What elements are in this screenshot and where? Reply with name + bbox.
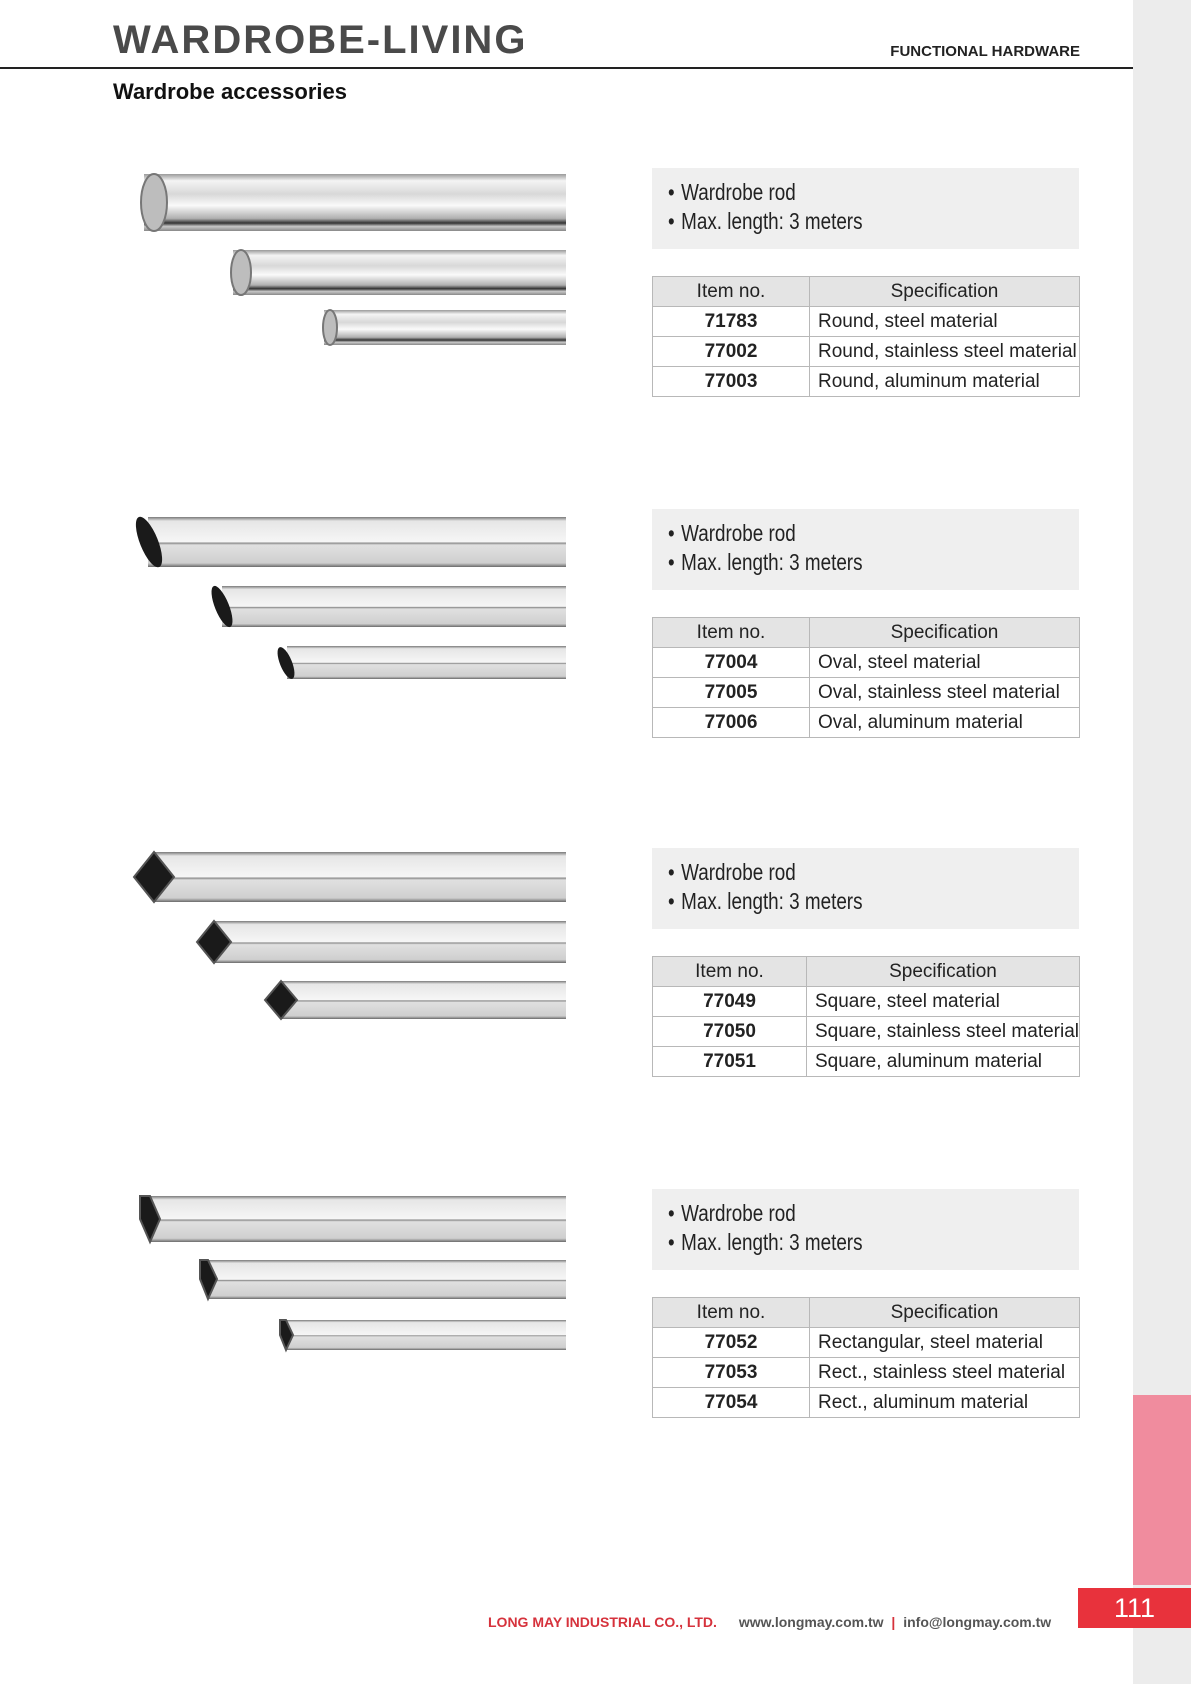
spec-table	[652, 1297, 1080, 1418]
page-number: 111	[1078, 1588, 1191, 1628]
specification: Oval, stainless steel material	[810, 678, 1080, 708]
item-number: 77053	[653, 1358, 810, 1388]
product-rectangular-rod	[0, 1189, 1133, 1469]
product-info-box	[652, 509, 1079, 590]
specification: Round, steel material	[810, 307, 1080, 337]
bullet-item: • Wardrobe rod	[668, 858, 1005, 887]
item-number: 77049	[653, 987, 807, 1017]
table-header-row	[653, 277, 1080, 307]
item-number: 71783	[653, 307, 810, 337]
item-number: 77003	[653, 367, 810, 397]
specification: Oval, steel material	[810, 648, 1080, 678]
table-row	[653, 678, 1080, 708]
item-number: 77050	[653, 1017, 807, 1047]
item-number: 77004	[653, 648, 810, 678]
specification: Rectangular, steel material	[810, 1328, 1080, 1358]
item-number: 77006	[653, 708, 810, 738]
column-header-item: Item no.	[653, 1298, 810, 1328]
product-info-box	[652, 168, 1079, 249]
specification: Round, aluminum material	[810, 367, 1080, 397]
table-row	[653, 987, 1080, 1017]
table-row	[653, 1388, 1080, 1418]
table-row	[653, 1017, 1080, 1047]
spec-table	[652, 617, 1080, 738]
table-row	[653, 1328, 1080, 1358]
spec-table	[652, 956, 1080, 1077]
bullet-item: • Max. length: 3 meters	[668, 887, 1005, 916]
column-header-item: Item no.	[653, 618, 810, 648]
table-row	[653, 307, 1080, 337]
specification: Square, aluminum material	[806, 1047, 1079, 1077]
product-round-rod	[0, 168, 1133, 448]
column-header-spec: Specification	[810, 1298, 1080, 1328]
item-number: 77005	[653, 678, 810, 708]
item-number: 77052	[653, 1328, 810, 1358]
specification: Oval, aluminum material	[810, 708, 1080, 738]
table-row	[653, 337, 1080, 367]
specification: Rect., stainless steel material	[810, 1358, 1080, 1388]
table-row	[653, 1047, 1080, 1077]
bullet-item: • Wardrobe rod	[668, 1199, 1005, 1228]
specification: Round, stainless steel material	[810, 337, 1080, 367]
header-divider	[0, 67, 1133, 69]
bullet-item: • Max. length: 3 meters	[668, 548, 1005, 577]
specification: Rect., aluminum material	[810, 1388, 1080, 1418]
oval-rod-image	[134, 509, 566, 699]
table-row	[653, 708, 1080, 738]
item-number: 77054	[653, 1388, 810, 1418]
specification: Square, steel material	[806, 987, 1079, 1017]
bullet-item: • Wardrobe rod	[668, 519, 1005, 548]
company-name: LONG MAY INDUSTRIAL CO., LTD.	[488, 1614, 717, 1630]
column-header-spec: Specification	[806, 957, 1079, 987]
column-header-spec: Specification	[810, 618, 1080, 648]
section-tab-marker	[1133, 1395, 1191, 1585]
page-footer	[488, 1614, 1051, 1630]
column-header-item: Item no.	[653, 277, 810, 307]
item-number: 77051	[653, 1047, 807, 1077]
footer-separator: |	[891, 1614, 896, 1630]
rectangular-rod-image	[134, 1189, 566, 1379]
table-header-row	[653, 957, 1080, 987]
table-row	[653, 1358, 1080, 1388]
table-row	[653, 367, 1080, 397]
column-header-spec: Specification	[810, 277, 1080, 307]
bullet-item: • Max. length: 3 meters	[668, 1228, 1005, 1257]
table-header-row	[653, 1298, 1080, 1328]
column-header-item: Item no.	[653, 957, 807, 987]
email-link[interactable]: info@longmay.com.tw	[903, 1614, 1052, 1630]
specification: Square, stainless steel material	[806, 1017, 1079, 1047]
square-rod-image	[134, 848, 566, 1038]
bullet-item: • Wardrobe rod	[668, 178, 1005, 207]
item-number: 77002	[653, 337, 810, 367]
round-rod-image	[134, 168, 566, 358]
website-link[interactable]: www.longmay.com.tw	[738, 1614, 884, 1630]
bullet-item: • Max. length: 3 meters	[668, 207, 1005, 236]
spec-table	[652, 276, 1080, 397]
category-label: FUNCTIONAL HARDWARE	[890, 43, 1080, 60]
product-oval-rod	[0, 509, 1133, 789]
section-subtitle: Wardrobe accessories	[113, 79, 347, 104]
product-info-box	[652, 1189, 1079, 1270]
table-header-row	[653, 618, 1080, 648]
product-info-box	[652, 848, 1079, 929]
page-title: WARDROBE-LIVING	[113, 18, 528, 62]
table-row	[653, 648, 1080, 678]
product-square-rod	[0, 848, 1133, 1128]
